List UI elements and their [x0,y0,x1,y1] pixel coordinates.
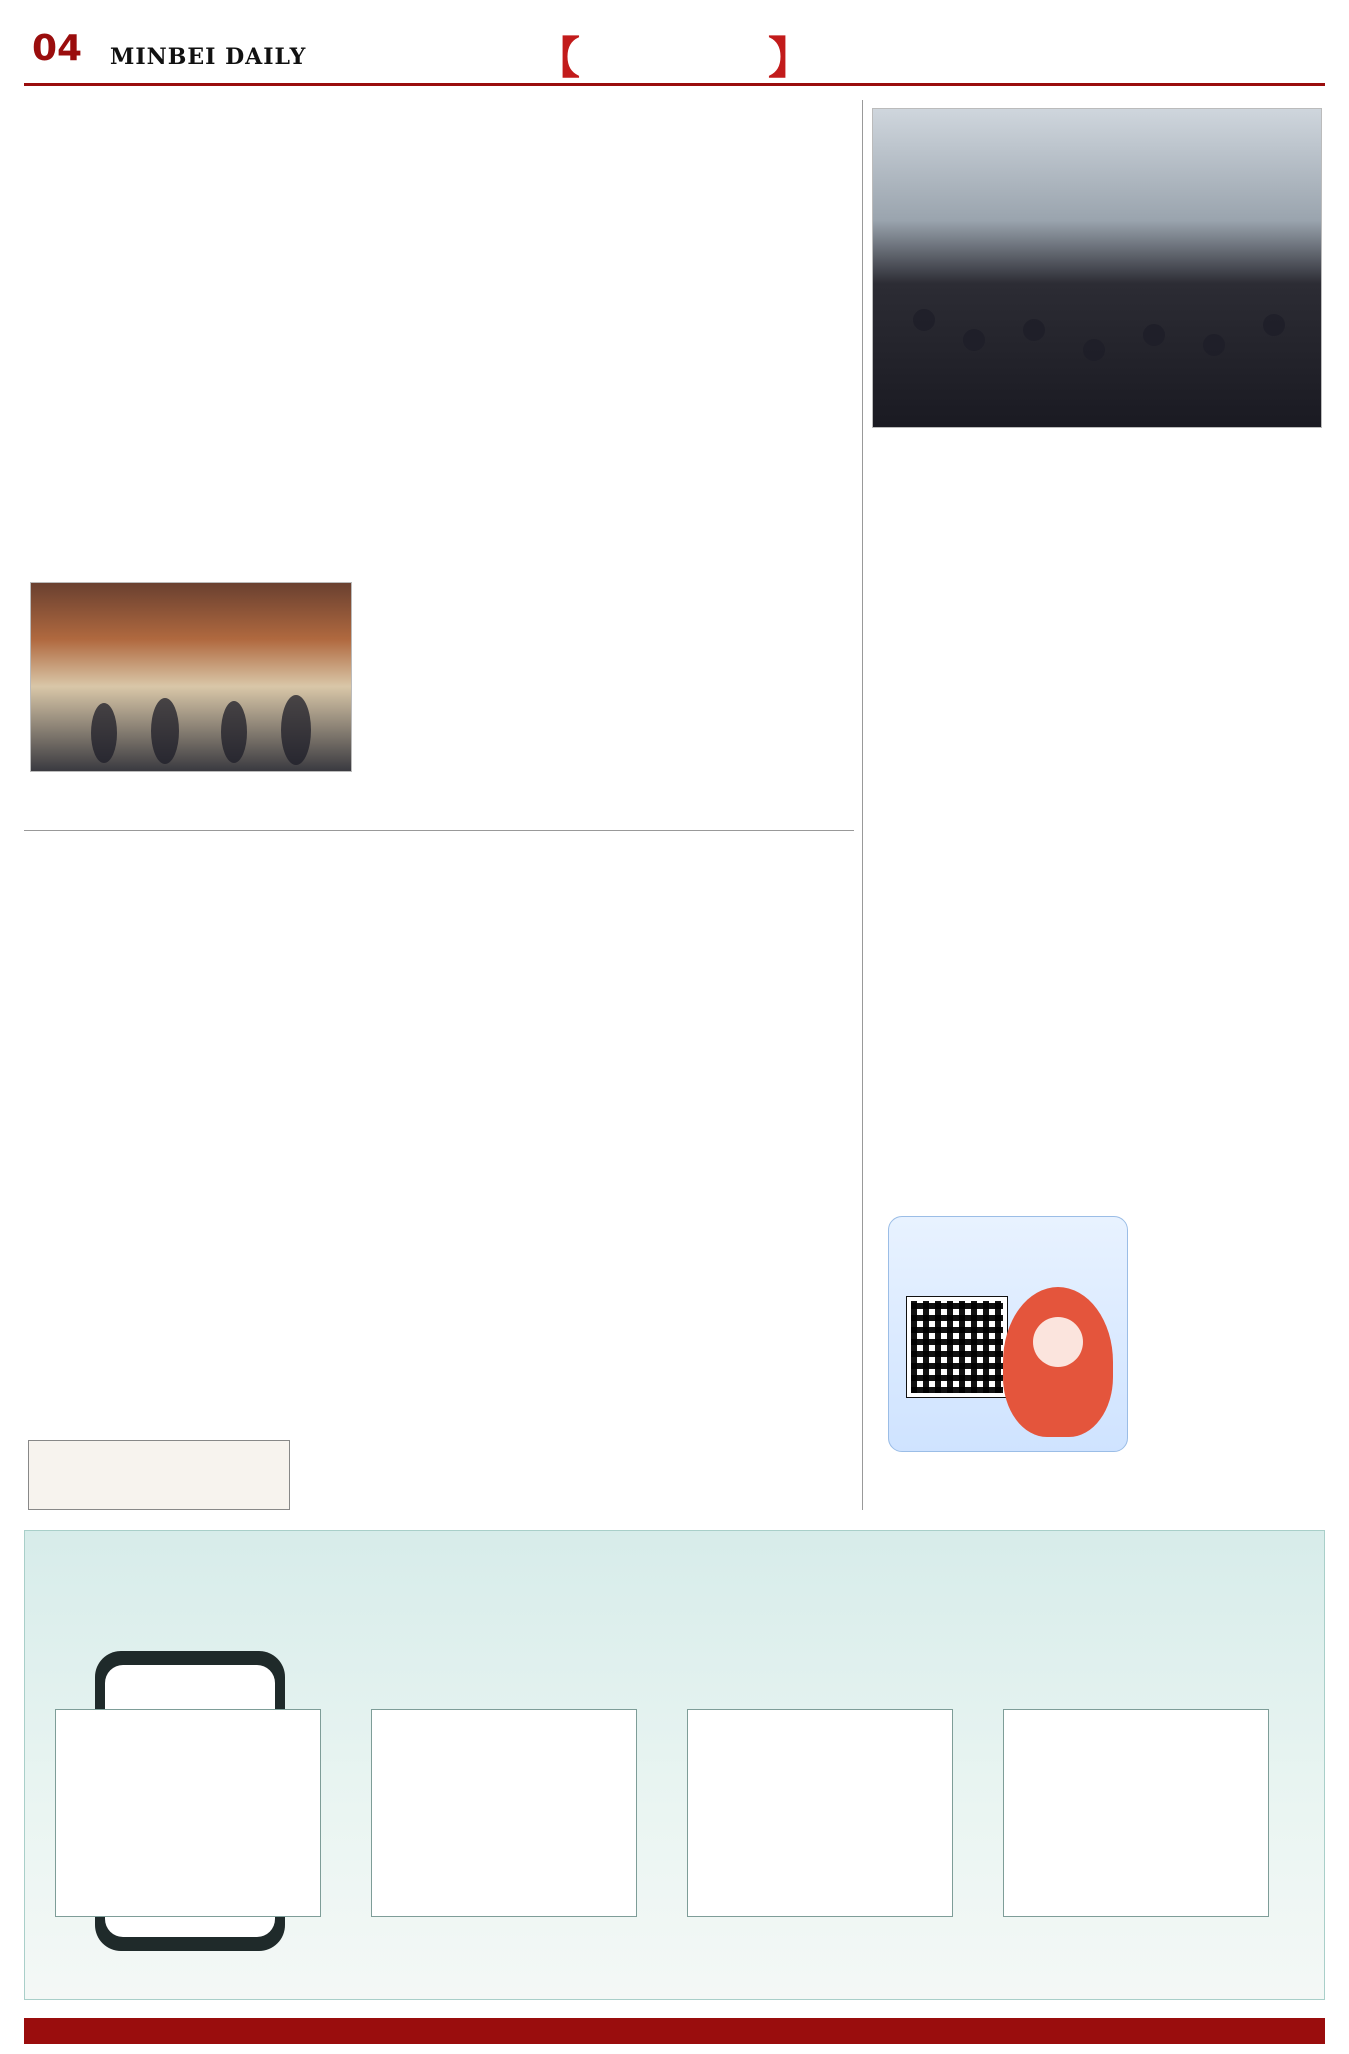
article-1-photo-caption [30,780,352,820]
page-footer [24,2018,1325,2044]
qr-code-icon [907,1297,1007,1397]
article-3-column-2 [1094,608,1322,1508]
page-number: 04 [32,28,83,69]
masthead [24,8,1325,86]
bracket-left-icon: 【 [536,33,580,84]
article-3-photo [872,108,1322,428]
lobster-mascot-icon [1003,1287,1113,1437]
article-2-inset [28,1440,290,1510]
civic-banner [24,1530,1325,2000]
article-2-column-1 [28,948,290,1508]
bracket-right-icon: 】 [768,33,812,84]
promo-card [888,1216,1128,1452]
paper-name-en: MINBEI DAILY [110,44,307,70]
promo-caption [1150,1444,1320,1504]
illustration-panel-1 [55,1709,321,1917]
vertical-rule [862,100,863,1510]
article-2-column-3 [576,948,838,1508]
article-1-photo [30,582,352,772]
article-1-column-3 [576,230,838,810]
illustration-panel-4 [1003,1709,1269,1917]
article-3-column-1 [872,608,1082,1218]
article-2-column-2 [302,948,564,1508]
article-1-column-1 [28,230,290,590]
section-label [536,12,812,84]
article-3-photo-caption [1090,382,1320,426]
illustration-panel-2 [371,1709,637,1917]
divider-rule [24,830,854,831]
illustration-panel-3 [687,1709,953,1917]
